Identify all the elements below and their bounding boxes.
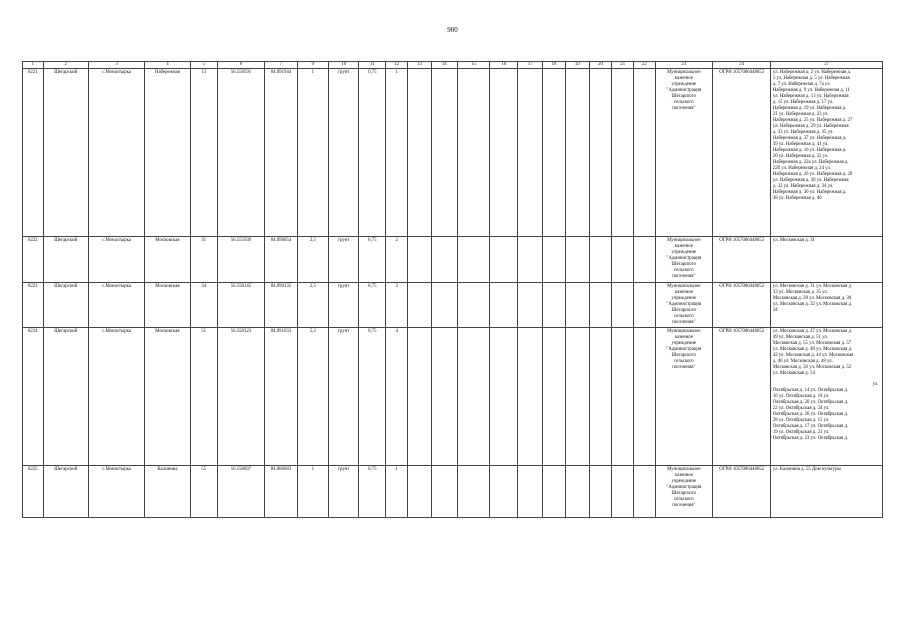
organization-line: казенное (674, 75, 693, 81)
longitude-cell: 84.091033 (265, 327, 297, 465)
village-cell: с.Монастырка (88, 465, 144, 517)
address-line: ул. Московская д. 47 ул. Московская д. (772, 328, 853, 334)
district-cell: Шегарский (43, 68, 88, 236)
address-line: 33 ул. Московская д. 35 ул. (772, 289, 828, 295)
address-line: 39 ул. Набережная д. 41 ул. (772, 141, 829, 147)
column-header: 11 (359, 62, 386, 69)
ogrn-cell: ОГРН 1057006448652 (712, 236, 770, 282)
empty-cell (543, 282, 566, 327)
address-line: ул. Московская д. 40 ул. Московская д. (772, 346, 853, 352)
column-header: 18 (543, 62, 566, 69)
empty-cell (543, 236, 566, 282)
empty-cell (565, 465, 589, 517)
column-header: 4 (145, 62, 190, 69)
organization-cell (655, 236, 712, 282)
address-extra-line: 16 ул. Октябрьская д. 18 ул. (772, 393, 830, 399)
col5-cell: 13 (190, 68, 217, 236)
table-row (23, 327, 883, 465)
empty-cell (589, 68, 612, 236)
ogrn-cell: ОГРН 1057006448652 (712, 282, 770, 327)
organization-line: казенное (674, 472, 693, 478)
column-header: 1 (23, 62, 44, 69)
organization-line: поселения" (672, 502, 696, 508)
empty-cell (589, 236, 612, 282)
address-line: 38 ул. Набережная д. 40 (772, 195, 822, 201)
address-extra-line: 28 ул. Октябрьская д. 15 ул. (772, 417, 830, 423)
empty-cell (543, 68, 566, 236)
empty-cell (518, 327, 543, 465)
address-line: 21 ул. Набережная д. 23 ул. (772, 111, 829, 117)
column-header: 2 (43, 62, 88, 69)
ogrn-cell: ОГРН 1057006448652 (712, 327, 770, 465)
empty-cell (634, 236, 656, 282)
address-line: ул. Набережная д. 29 ул. Набережная (772, 123, 849, 129)
organization-line: учреждение (671, 81, 697, 87)
col9-cell: 5,2 (297, 327, 328, 465)
address-extra-line: ул. (872, 381, 879, 387)
address-line: ул. Московская д. 31 ул. Московская д. (772, 283, 853, 289)
organization-cell (655, 282, 712, 327)
address-line: д. 15 ул. Набережная д. 17 ул. (772, 99, 834, 105)
address-line: д. 7 ул. Набережная д. 7а ул. (772, 81, 831, 87)
longitude-cell: 84.086683 (265, 465, 297, 517)
address-extra-line: 22 ул. Октябрьская д. 24 ул. (772, 405, 830, 411)
organization-line: Шегарского (671, 93, 696, 99)
street-cell: Московская (145, 282, 190, 327)
col11-cell: 0,75 (359, 327, 386, 465)
address-line: 42 ул. Московская д. 44 ул. Московская (772, 352, 854, 358)
header-row (23, 62, 883, 69)
surface-cell: грунт (329, 236, 359, 282)
col12-cell: 1 (386, 68, 408, 236)
empty-cell (543, 465, 566, 517)
col5-cell: 34 (190, 282, 217, 327)
address-line: д. 32 ул. Набережная д. 34 ул. (772, 183, 834, 189)
empty-cell (490, 327, 518, 465)
empty-cell (431, 282, 457, 327)
row-id: 8221 (23, 68, 44, 236)
address-extra-line: Октябрьская д. 14 ул. Октябрьская д. (772, 387, 849, 393)
organization-line: сельского (673, 313, 694, 319)
organization-line: поселения" (672, 364, 696, 370)
empty-cell (612, 68, 634, 236)
column-header: 15 (457, 62, 489, 69)
ogrn-cell: ОГРН 1057006448652 (712, 465, 770, 517)
empty-cell (408, 282, 432, 327)
address-line: Московская д. 50 ул. Московская д. 52 (772, 364, 852, 370)
address-extra-line: 19 ул. Октябрьская д. 21 ул. (772, 429, 830, 435)
col11-cell: 0,75 (359, 282, 386, 327)
empty-cell (612, 236, 634, 282)
empty-cell (457, 68, 489, 236)
organization-line: казенное (674, 334, 693, 340)
empty-cell (565, 236, 589, 282)
organization-line: сельского (673, 267, 694, 273)
column-header: 14 (431, 62, 457, 69)
address-line: Набережная д. 36 ул. Набережная д. (772, 189, 847, 195)
column-header: 17 (518, 62, 543, 69)
empty-cell (457, 327, 489, 465)
empty-cell (589, 465, 612, 517)
empty-cell (408, 327, 432, 465)
column-header: 24 (712, 62, 770, 69)
column-header: 27 (771, 62, 883, 69)
street-cell: Московская (145, 236, 190, 282)
column-header: 6 (217, 62, 265, 69)
district-cell: Шегарский (43, 282, 88, 327)
row-id: 8222 (23, 236, 44, 282)
col9-cell: 2,5 (297, 282, 328, 327)
address-extra-line: Октябрьская д. 17 ул. Октябрьская д. (772, 423, 849, 429)
column-header: 23 (655, 62, 712, 69)
village-cell: с.Монастырка (88, 236, 144, 282)
registry-table (22, 61, 883, 518)
surface-cell: грунт (329, 327, 359, 465)
col12-cell: 4 (386, 327, 408, 465)
organization-line: Шегарского (671, 490, 696, 496)
organization-line: учреждение (671, 340, 697, 346)
latitude-cell: 56.558323 (217, 327, 265, 465)
village-cell: с.Монастырка (88, 327, 144, 465)
address-cell (771, 68, 883, 236)
empty-cell (589, 327, 612, 465)
address-line: 3 ул. Набережная д. 5 ул. Набережная (772, 75, 850, 81)
empty-cell (518, 236, 543, 282)
organization-line: "Администрация (666, 301, 702, 307)
organization-line: Муниципальное (667, 237, 701, 243)
address-line: 22б ул. Набережная д. 24 ул. (772, 165, 831, 171)
organization-line: сельского (673, 358, 694, 364)
surface-cell: грунт (329, 68, 359, 236)
organization-cell (655, 68, 712, 236)
column-header: 12 (386, 62, 408, 69)
col12-cell: 3 (386, 282, 408, 327)
empty-cell (612, 327, 634, 465)
empty-cell (431, 327, 457, 465)
district-cell: Шегарский (43, 327, 88, 465)
address-line: 49 ул. Московская д. 51 ул. (772, 334, 828, 340)
column-header: 3 (88, 62, 144, 69)
empty-cell (612, 465, 634, 517)
latitude-cell: 56.556697 (217, 465, 265, 517)
organization-cell (655, 465, 712, 517)
organization-line: Муниципальное (667, 283, 701, 289)
address-line: Московская д. 28 ул. Московская д. 30 (772, 295, 852, 301)
address-line: Набережная д. 25 ул. Набережная д. 27 (772, 117, 853, 123)
empty-cell (490, 282, 518, 327)
longitude-cell: 84.091944 (265, 68, 297, 236)
address-extra-line: Октябрьская д. 20 ул. Октябрьская д. (772, 399, 849, 405)
address-cell (771, 327, 883, 465)
col12-cell: 2 (386, 236, 408, 282)
organization-line: Шегарского (671, 261, 696, 267)
empty-cell (490, 465, 518, 517)
latitude-cell: 56.558591 (217, 68, 265, 236)
empty-cell (431, 465, 457, 517)
column-header: 5 (190, 62, 217, 69)
address-line: ул. Московская д. 32 ул. Московская д. (772, 301, 853, 307)
organization-line: Шегарского (671, 307, 696, 313)
organization-line: поселения" (672, 319, 696, 325)
empty-cell (565, 282, 589, 327)
table-row (23, 68, 883, 236)
district-cell: Шегарский (43, 236, 88, 282)
empty-cell (612, 282, 634, 327)
street-cell: Калинина (145, 465, 190, 517)
organization-line: казенное (674, 243, 693, 249)
organization-line: "Администрация (666, 346, 702, 352)
col9-cell: 2,5 (297, 236, 328, 282)
empty-cell (565, 327, 589, 465)
col5-cell: 31 (190, 236, 217, 282)
street-cell: Московская (145, 327, 190, 465)
col5-cell: 51 (190, 327, 217, 465)
organization-cell (655, 327, 712, 465)
empty-cell (490, 68, 518, 236)
row-id: 8224 (23, 327, 44, 465)
column-header: 16 (490, 62, 518, 69)
organization-line: "Администрация (666, 255, 702, 261)
column-header: 20 (589, 62, 612, 69)
address-cell (771, 236, 883, 282)
column-header: 19 (565, 62, 589, 69)
empty-cell (408, 68, 432, 236)
column-header: 13 (408, 62, 432, 69)
col9-cell: 1 (297, 68, 328, 236)
organization-line: "Администрация (666, 87, 702, 93)
empty-cell (457, 465, 489, 517)
address-line: ул. Московская д. 54 (772, 370, 815, 376)
column-header: 9 (297, 62, 328, 69)
address-line: д. 46 ул. Московская д. 48 ул. (772, 358, 833, 364)
address-line: ул. Набережная д. 13 ул. Набережная (772, 93, 849, 99)
empty-cell (518, 68, 543, 236)
empty-cell (634, 465, 656, 517)
address-line: д. 33 ул. Набережная д. 35 ул. (772, 129, 834, 135)
ogrn-cell: ОГРН 1057006448652 (712, 68, 770, 236)
table-row (23, 236, 883, 282)
empty-cell (543, 327, 566, 465)
address-line: 34 (772, 307, 778, 313)
organization-line: учреждение (671, 295, 697, 301)
empty-cell (589, 282, 612, 327)
empty-cell (518, 282, 543, 327)
address-line: 20 ул. Набережная д. 22 ул. (772, 153, 829, 159)
column-header: 21 (612, 62, 634, 69)
table-row (23, 465, 883, 517)
address-cell (771, 282, 883, 327)
village-cell: с.Монастырка (88, 282, 144, 327)
col11-cell: 0,75 (359, 465, 386, 517)
row-id: 8225 (23, 465, 44, 517)
address-cell (771, 465, 883, 517)
empty-cell (431, 236, 457, 282)
col11-cell: 0,75 (359, 68, 386, 236)
organization-line: сельского (673, 496, 694, 502)
empty-cell (408, 465, 432, 517)
empty-cell (518, 465, 543, 517)
row-id: 8223 (23, 282, 44, 327)
surface-cell: грунт (329, 465, 359, 517)
empty-cell (634, 68, 656, 236)
empty-cell (634, 282, 656, 327)
organization-line: Шегарского (671, 352, 696, 358)
address-line: ул. Набережная д. 30 ул. Набережная (772, 177, 849, 183)
organization-line: поселения" (672, 273, 696, 279)
column-header: 10 (329, 62, 359, 69)
empty-cell (408, 236, 432, 282)
col11-cell: 0,75 (359, 236, 386, 282)
organization-line: учреждение (671, 249, 697, 255)
organization-line: учреждение (671, 478, 697, 484)
organization-line: "Администрация (666, 484, 702, 490)
col9-cell: 1 (297, 465, 328, 517)
organization-line: Муниципальное (667, 466, 701, 472)
column-header: 22 (634, 62, 656, 69)
surface-cell: грунт (329, 282, 359, 327)
empty-cell (457, 236, 489, 282)
address-line: Набережная д. 16 ул. Набережная д. (772, 147, 847, 153)
address-line: Набережная д. 37 ул. Набережная д. (772, 135, 847, 141)
address-line: Набережная д. 26 ул. Набережная д. 28 (772, 171, 853, 177)
empty-cell (634, 327, 656, 465)
address-line: Набережная д. 9 ул. Набережная д. 11 (772, 87, 850, 93)
address-line: ул. Калинина д. 55 Дом культуры (772, 466, 841, 472)
empty-cell (490, 236, 518, 282)
address-line: Московская д. 55 ул. Московская д. 57 (772, 340, 852, 346)
organization-line: поселения" (672, 105, 696, 111)
page-number: 900 (447, 26, 458, 34)
address-line: Набережная д. 19 ул. Набережная д. (772, 105, 847, 111)
street-cell: Набережная (145, 68, 190, 236)
col12-cell: 1 (386, 465, 408, 517)
district-cell: Шегарский (43, 465, 88, 517)
empty-cell (565, 68, 589, 236)
address-line: ул. Московская д. 31 (772, 237, 815, 243)
latitude-cell: 56.558145 (217, 282, 265, 327)
organization-line: сельского (673, 99, 694, 105)
latitude-cell: 56.555939 (217, 236, 265, 282)
longitude-cell: 84.090054 (265, 236, 297, 282)
column-header: 7 (265, 62, 297, 69)
empty-cell (431, 68, 457, 236)
longitude-cell: 84.090135 (265, 282, 297, 327)
address-extra-line: Октябрьская д. 26 ул. Октябрьская д. (772, 411, 849, 417)
organization-line: Муниципальное (667, 69, 701, 75)
organization-line: казенное (674, 289, 693, 295)
village-cell: с.Монастырка (88, 68, 144, 236)
address-line: Набережная д. 22а ул. Набережная д. (772, 159, 849, 165)
address-line: ул. Набережная д. 2 ул. Набережная д. (772, 69, 851, 75)
organization-line: Муниципальное (667, 328, 701, 334)
address-extra-line: Октябрьская д. 23 ул. Октябрьская д. (772, 435, 849, 441)
col5-cell: 55 (190, 465, 217, 517)
empty-cell (457, 282, 489, 327)
table-row (23, 282, 883, 327)
